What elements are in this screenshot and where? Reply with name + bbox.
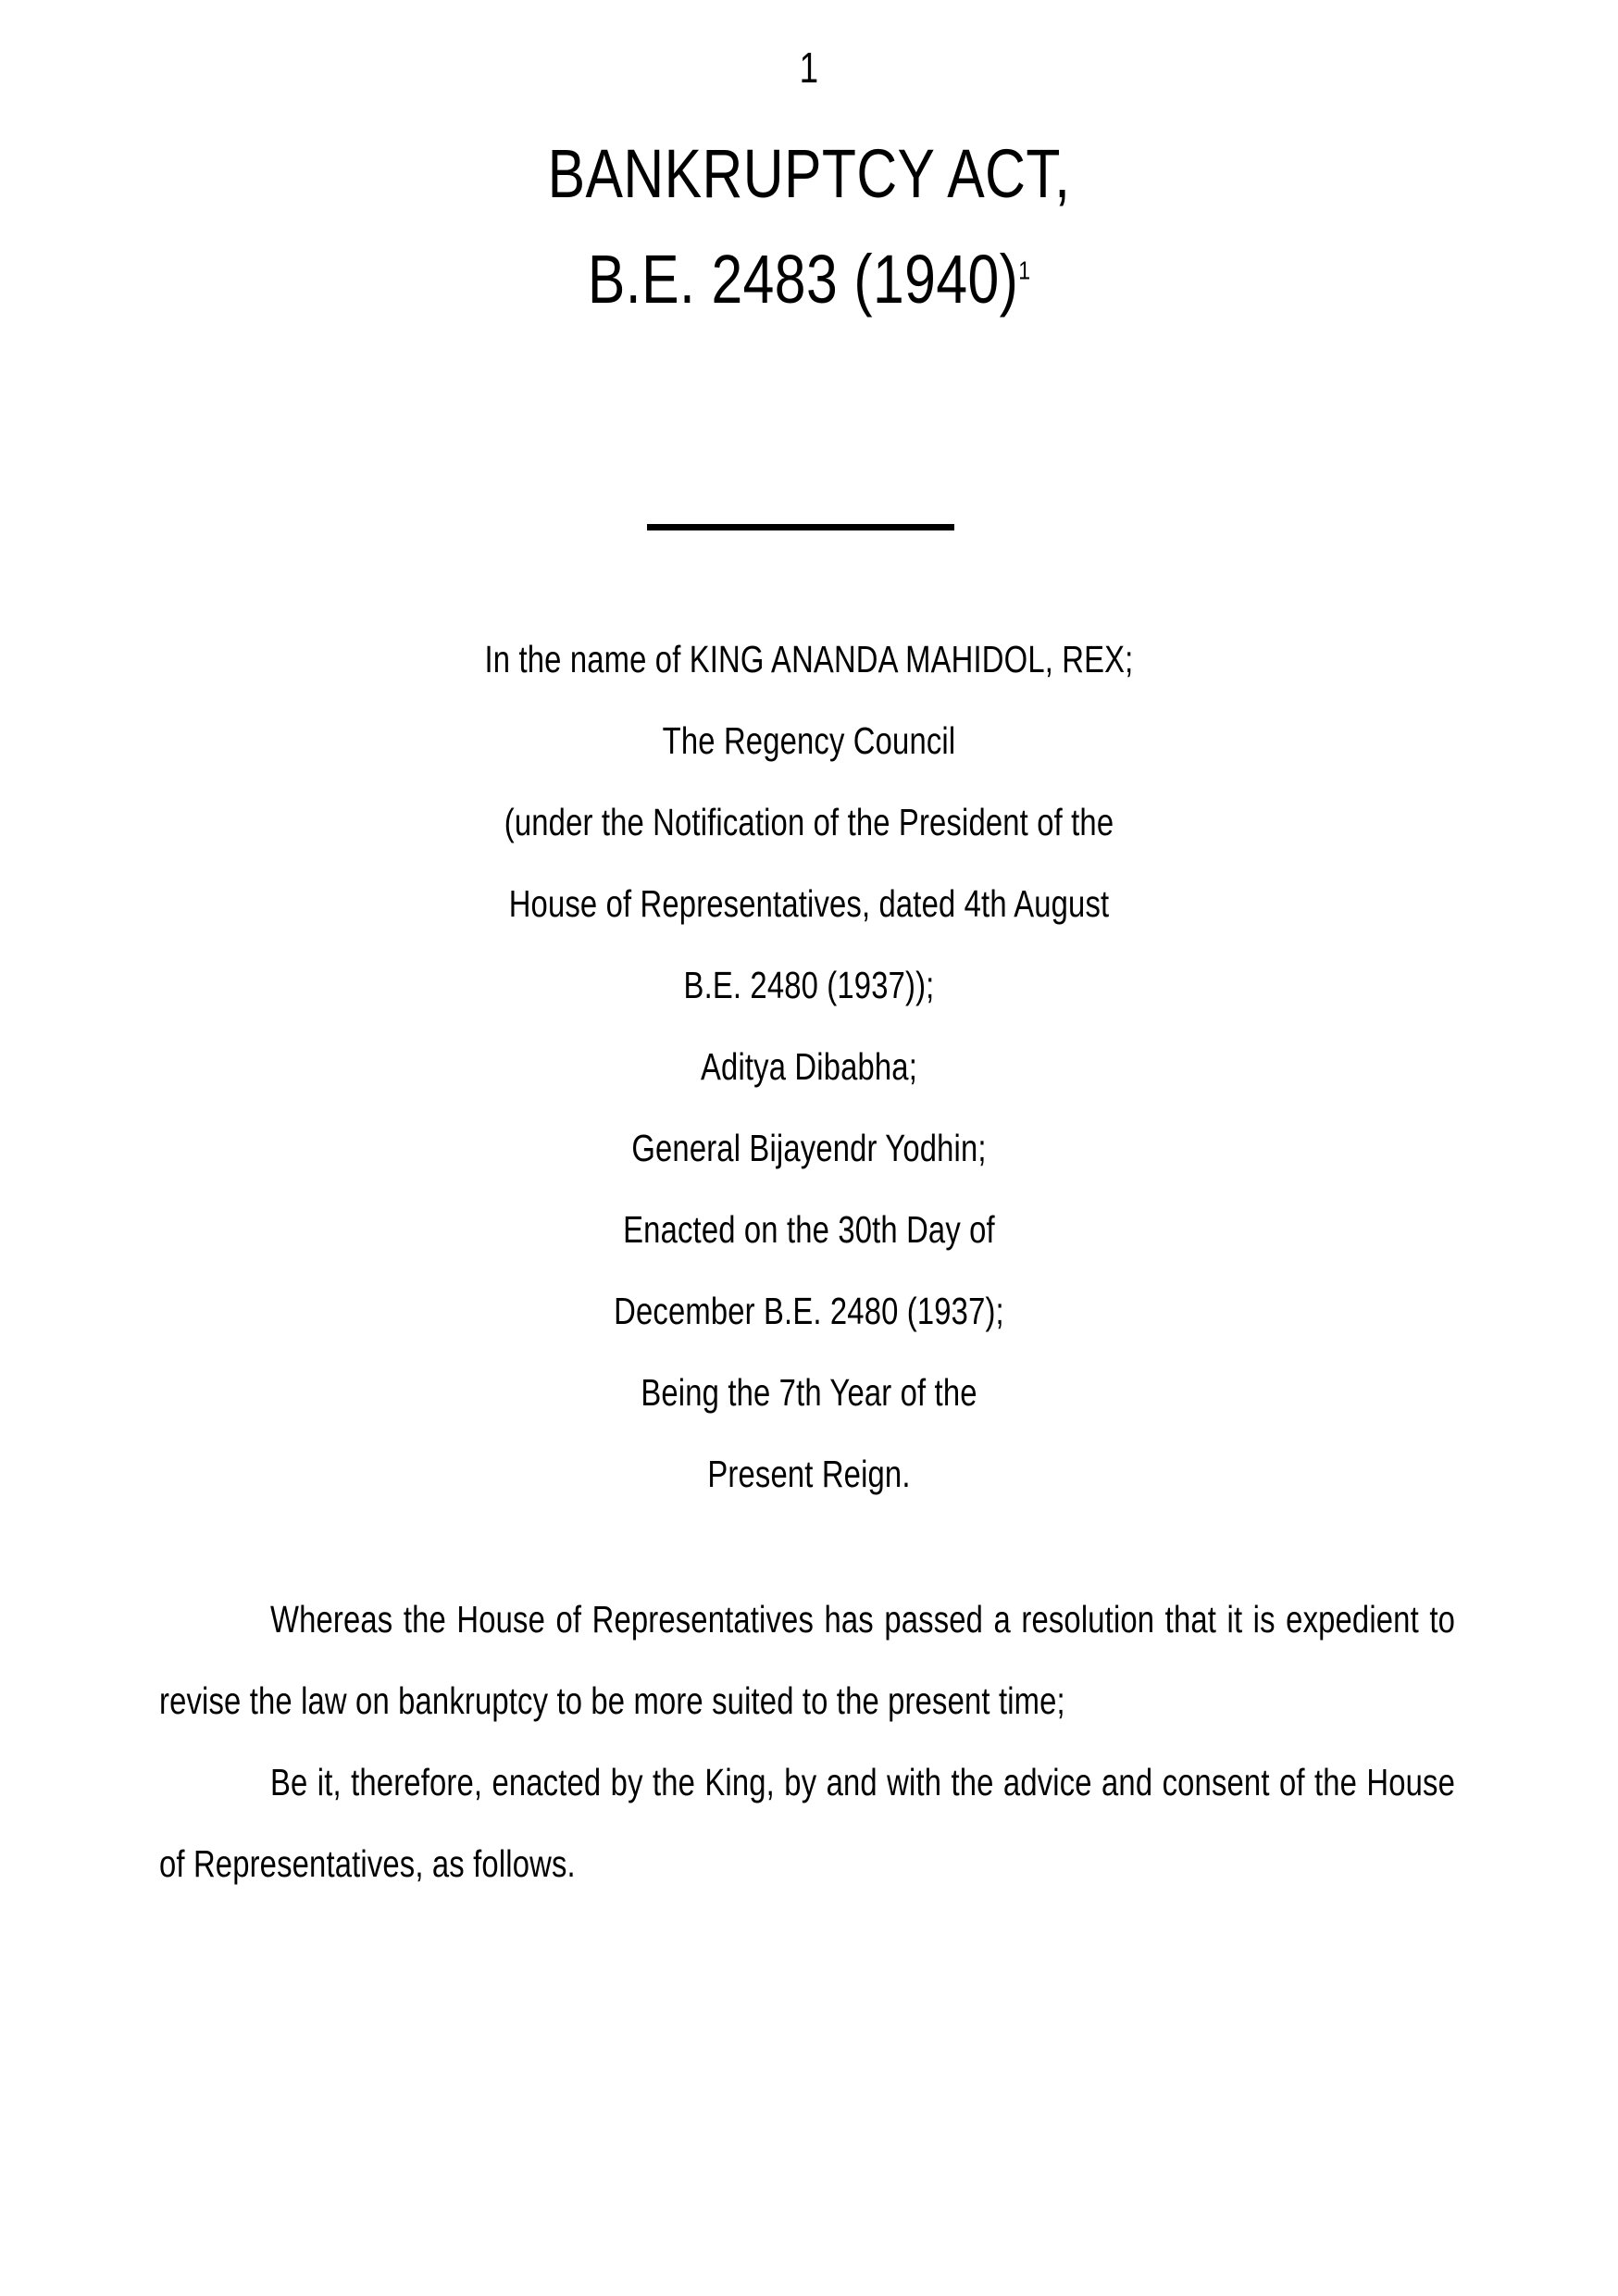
preamble-line: General Bijayendr Yodhin;	[631, 1127, 987, 1169]
preamble-line: Enacted on the 30th Day of	[623, 1208, 995, 1251]
body-paragraph: Whereas the House of Representatives has passed a resolution that it is expedient to revise the law on bankruptcy to be more suited to the present time;	[159, 1598, 1455, 1722]
horizontal-rule	[647, 524, 954, 530]
preamble-line: B.E. 2480 (1937));	[683, 964, 935, 1006]
preamble-line: House of Representatives, dated 4th August	[508, 882, 1110, 925]
preamble-line: Present Reign.	[707, 1453, 911, 1495]
preamble-line: In the name of KING ANANDA MAHIDOL, REX;	[484, 638, 1134, 680]
document-title: BANKRUPTCY ACT,	[547, 135, 1071, 212]
preamble-line: Aditya Dibabha;	[701, 1045, 917, 1088]
body-text-block	[159, 1578, 1455, 1904]
footnote-marker: 1	[1018, 256, 1031, 285]
preamble-line: (under the Notification of the President of the	[504, 801, 1114, 843]
preamble-line: The Regency Council	[662, 719, 956, 762]
divider-container	[0, 518, 1618, 535]
preamble-line: Being the 7th Year of the	[641, 1371, 977, 1414]
title-block	[0, 130, 1618, 324]
preamble-line: December B.E. 2480 (1937);	[614, 1290, 1004, 1332]
preamble-block	[0, 618, 1618, 1515]
body-paragraph: Be it, therefore, enacted by the King, by and with the advice and consent of the House of Representatives, as follows.	[159, 1761, 1455, 1885]
page-number: 1	[799, 44, 819, 92]
document-subtitle-text: B.E. 2483 (1940)	[587, 241, 1019, 318]
document-subtitle	[145, 235, 1472, 324]
